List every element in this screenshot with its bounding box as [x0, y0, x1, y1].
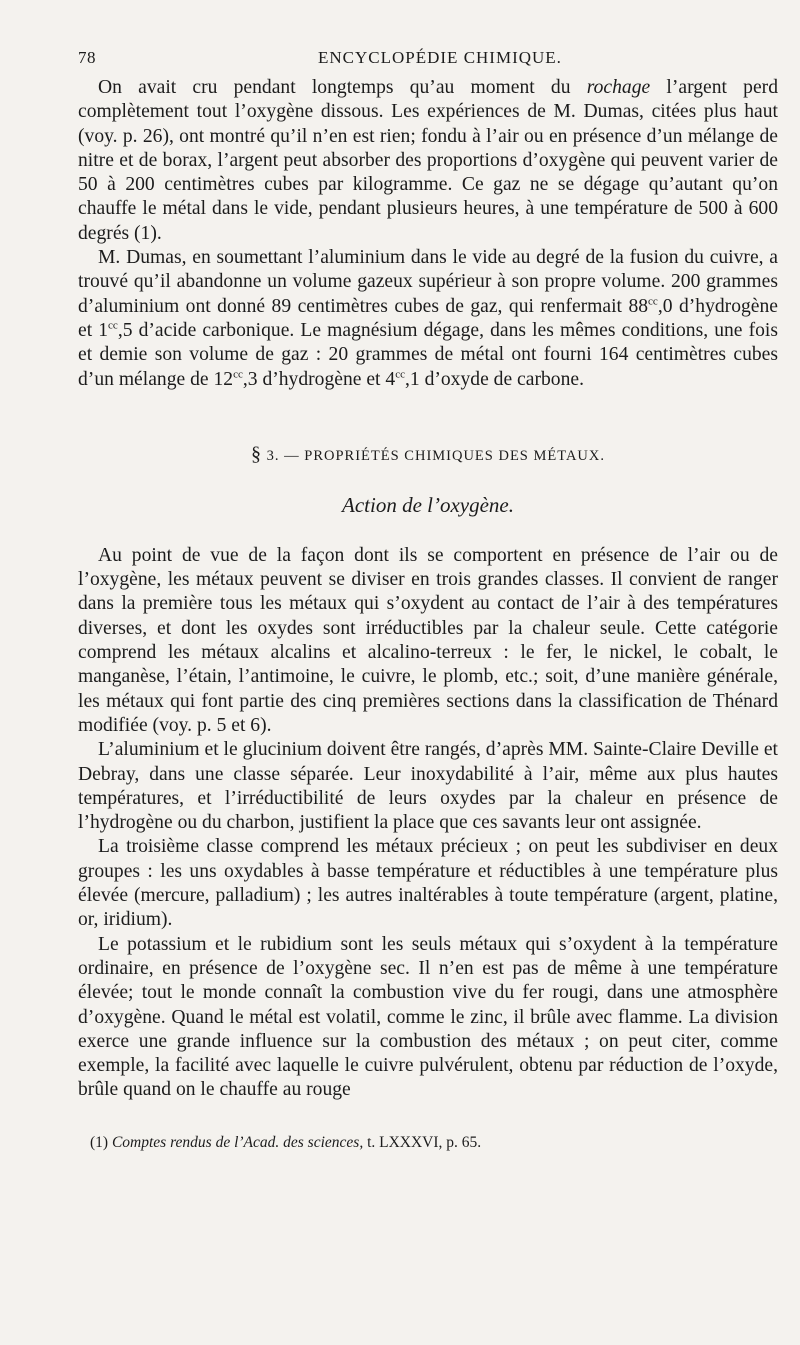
running-head — [78, 48, 778, 76]
subsection-heading: Action de l’oxygène. — [342, 492, 514, 517]
paragraph-aluminium-glucinium: L’aluminium et le glucinium doivent être rangés, d’après MM. Sainte-Claire Deville et Debray, dans une classe séparée. Leur inoxydabilité à l’air, même aux plus hautes températures, et l’irréductibilité de leurs oxydes par la chaleur en présence de l’hydrogène ou du charbon, justifient la place que ces savants leur ont assignée. — [78, 739, 778, 834]
unit-superscript: cc — [395, 368, 405, 381]
unit-superscript: cc — [233, 368, 243, 381]
text-run: ,5 d’acide carbonique. Le magnésium dégage, dans les mêmes conditions, une fois et demie son volume de gaz : 20 grammes de métal ont fourni 164 centimètres cubes d’un mélange de 12 — [78, 319, 778, 390]
section-sign: § — [251, 442, 263, 465]
section-title-text: PROPRIÉTÉS CHIMIQUES DES MÉTAUX. — [304, 447, 605, 464]
page-number: 78 — [78, 48, 96, 67]
paragraph-precious-metals: La troisième classe comprend les métaux précieux ; on peut les subdiviser en deux groupes : les uns oxydables à basse température et réductibles à une température plus élevée (mercure, palladium) ; les autres inaltérables à toute température (argent, platine, or, iridium). — [78, 836, 778, 931]
text-run: On avait cru pendant longtemps qu’au moment du — [98, 77, 587, 98]
footnote — [78, 1133, 778, 1153]
unit-superscript: cc — [648, 295, 658, 308]
text-run: M. Dumas, en soumettant l’aluminium dans le vide au degré de la fusion du cuivre, a trouvé qu’il abandonne un volume gazeux supérieur à son propre volume. 200 grammes d’aluminium ont donné 89 centimètres cubes de gaz, qui renfermait 88 — [78, 247, 778, 317]
section-number: 3. — [266, 447, 280, 464]
text-run: ,1 d’oxyde de carbone. — [404, 368, 584, 390]
paragraph-dumas-aluminium — [78, 246, 778, 392]
footnote-reference: t. LXXXVI, p. 65. — [367, 1133, 482, 1151]
paragraph-three-classes: Au point de vue de la façon dont ils se comportent en présence de l’air ou de l’oxygène, les métaux peuvent se diviser en trois grandes classes. Il convient de ranger dans la première tous les métaux qui s’oxydent au contact de l’air à des températures diverses, et dont les oxydes sont irréductibles par la chaleur seule. Cette catégorie comprend les métaux alcalins et alcalino-terreux : le fer, le nickel, le cobalt, le manganèse, l’étain, l’antimoine, le cuivre, le plomb, etc.; soit, d’une manière générale, les métaux qui font partie des cinq premières sections dans la classification de Thénard modifiée (voy. p. 5 et 6). — [78, 544, 778, 736]
unit-superscript: cc — [108, 319, 118, 332]
paragraph-rochage — [78, 76, 778, 246]
paragraph-potassium-rubidium: Le potassium et le rubidium sont les seuls métaux qui s’oxydent à la température ordinaire, en présence de l’oxygène sec. Il n’en est pas de même à une température élevée; tout le monde connaît la combustion vive du fer rougi, dans une atmosphère d’oxygène. Quand le métal est volatil, comme le zinc, il brûle avec flamme. La division exerce une grande influence sur la combustion des métaux ; on peut citer, comme exemple, la facilité avec laquelle le cuivre pulvérulent, obtenu par réduction de l’oxyde, brûle quand on le chauffe au rouge — [78, 933, 778, 1101]
section-heading — [78, 442, 778, 468]
text-run: ,3 d’hydrogène et 4 — [242, 368, 396, 390]
italic-term: rochage — [586, 77, 651, 98]
footnote-source: Comptes rendus de l’Acad. des sciences, — [111, 1133, 364, 1151]
running-title: ENCYCLOPÉDIE CHIMIQUE. — [318, 48, 562, 67]
footnote-marker: (1) — [90, 1133, 109, 1151]
text-run: l’argent perd complètement tout l’oxygène dissous. Les expériences de M. Dumas, citées plus haut (voy. p. 26), ont montré qu’il n’en est rien; fondu à l’air ou en présence d’un mélange de nitre et de borax, l’argent peut absorber des proportions d’oxygène qui peuvent varier de 50 à 200 centimètres cubes par kilogramme. Ce gaz ne se dégage qu’autant qu’on chauffe le métal dans le vide, pendant plusieurs heures, à une température de 500 à 600 degrés (1). — [78, 77, 778, 244]
section-dash: — — [284, 447, 300, 464]
text-run: ,0 d’hydrogène et 1 — [78, 295, 778, 341]
